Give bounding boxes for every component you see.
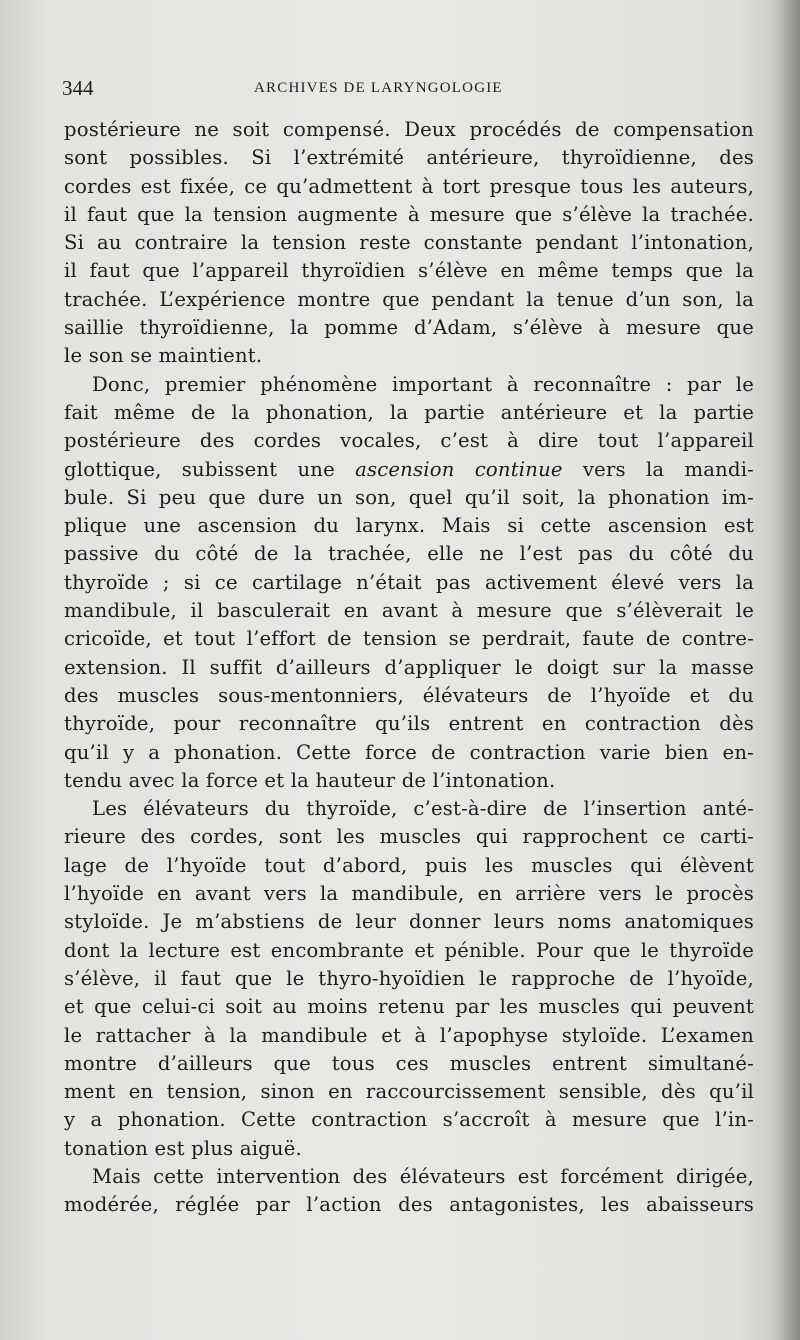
- text-line: passive du côté de la trachée, elle ne l’est pas du côté du: [64, 542, 754, 566]
- page-number: 344: [62, 76, 94, 100]
- text-line: trachée. L’expérience montre que pendant la tenue d’un son, la: [64, 287, 754, 311]
- text-line: tonation est plus aiguë.: [64, 1136, 302, 1160]
- text-line: s’élève, il faut que le thyro-hyoïdien le rapproche de l’hyoïde,: [64, 966, 754, 990]
- text-line: il faut que l’appareil thyroïdien s’élève en même temps que la: [64, 259, 754, 283]
- text-line: fait même de la phonation, la partie antérieure et la partie: [64, 400, 754, 424]
- text-line: lage de l’hyoïde tout d’abord, puis les muscles qui élèvent: [64, 853, 754, 877]
- text-line: ment en tension, sinon en raccourcissement sensible, dès qu’il: [64, 1080, 754, 1104]
- text-line: Les élévateurs du thyroïde, c’est-à-dire de l’insertion anté-: [92, 797, 754, 821]
- text-line: plique une ascension du larynx. Mais si cette ascension est: [64, 514, 754, 538]
- text-line-with-emphasis: [64, 456, 754, 484]
- text-line: cricoïde, et tout l’effort de tension se perdrait, faute de contre-: [64, 627, 754, 651]
- text-line: le son se maintient.: [64, 344, 263, 368]
- text-line: tendu avec la force et la hauteur de l’intonation.: [64, 768, 556, 792]
- running-head: ARCHIVES DE LARYNGOLOGIE: [254, 80, 503, 96]
- text-line: thyroïde ; si ce cartilage n’était pas activement élevé vers la: [64, 570, 754, 594]
- text-line: y a phonation. Cette contraction s’accroît à mesure que l’in-: [64, 1108, 754, 1132]
- text-line: l’hyoïde en avant vers la mandibule, en arrière vers le procès: [64, 882, 754, 906]
- text-line: saillie thyroïdienne, la pomme d’Adam, s’élève à mesure que: [64, 316, 754, 340]
- text-line: montre d’ailleurs que tous ces muscles entrent simultané-: [64, 1051, 754, 1075]
- text-line: mandibule, il basculerait en avant à mesure que s’élèverait le: [64, 599, 754, 623]
- text-segment: glottique, subissent une: [64, 457, 335, 481]
- text-line: modérée, réglée par l’action des antagonistes, les abaisseurs: [64, 1193, 754, 1217]
- text-line: postérieure des cordes vocales, c’est à dire tout l’appareil: [64, 429, 754, 453]
- text-line: Si au contraire la tension reste constante pendant l’intonation,: [64, 231, 754, 255]
- page-header: [62, 76, 752, 106]
- text-line: extension. Il suffit d’ailleurs d’appliquer le doigt sur la masse: [64, 655, 754, 679]
- text-line: rieure des cordes, sont les muscles qui rapprochent ce carti-: [64, 825, 754, 849]
- text-line: et que celui-ci soit au moins retenu par les muscles qui peuvent: [64, 995, 754, 1019]
- body-text: [64, 116, 754, 1220]
- text-line: cordes est fixée, ce qu’admettent à tort presque tous les auteurs,: [64, 174, 754, 198]
- text-line: Donc, premier phénomène important à reconnaître : par le: [92, 372, 754, 396]
- text-line: postérieure ne soit compensé. Deux procédés de compensation: [64, 118, 754, 141]
- text-line: le rattacher à la mandibule et à l’apophyse styloïde. L’examen: [64, 1023, 754, 1047]
- text-line: dont la lecture est encombrante et pénible. Pour que le thyroïde: [64, 938, 754, 962]
- text-line: bule. Si peu que dure un son, quel qu’il soit, la phonation im-: [64, 485, 754, 509]
- text-segment: vers la mandi-: [582, 457, 754, 481]
- text-line: sont possibles. Si l’extrémité antérieure, thyroïdienne, des: [64, 146, 754, 170]
- text-line: styloïde. Je m’abstiens de leur donner leurs noms anatomiques: [64, 910, 754, 934]
- text-line: il faut que la tension augmente à mesure que s’élève la trachée.: [64, 202, 754, 226]
- text-line: Mais cette intervention des élévateurs est forcément dirigée,: [92, 1164, 754, 1188]
- text-line: qu’il y a phonation. Cette force de contraction varie bien en-: [64, 740, 754, 764]
- text-line: thyroïde, pour reconnaître qu’ils entrent en contraction dès: [64, 712, 754, 736]
- text-line: des muscles sous-mentonniers, élévateurs de l’hyoïde et du: [64, 683, 754, 707]
- emphasis-text: ascension continue: [355, 457, 563, 481]
